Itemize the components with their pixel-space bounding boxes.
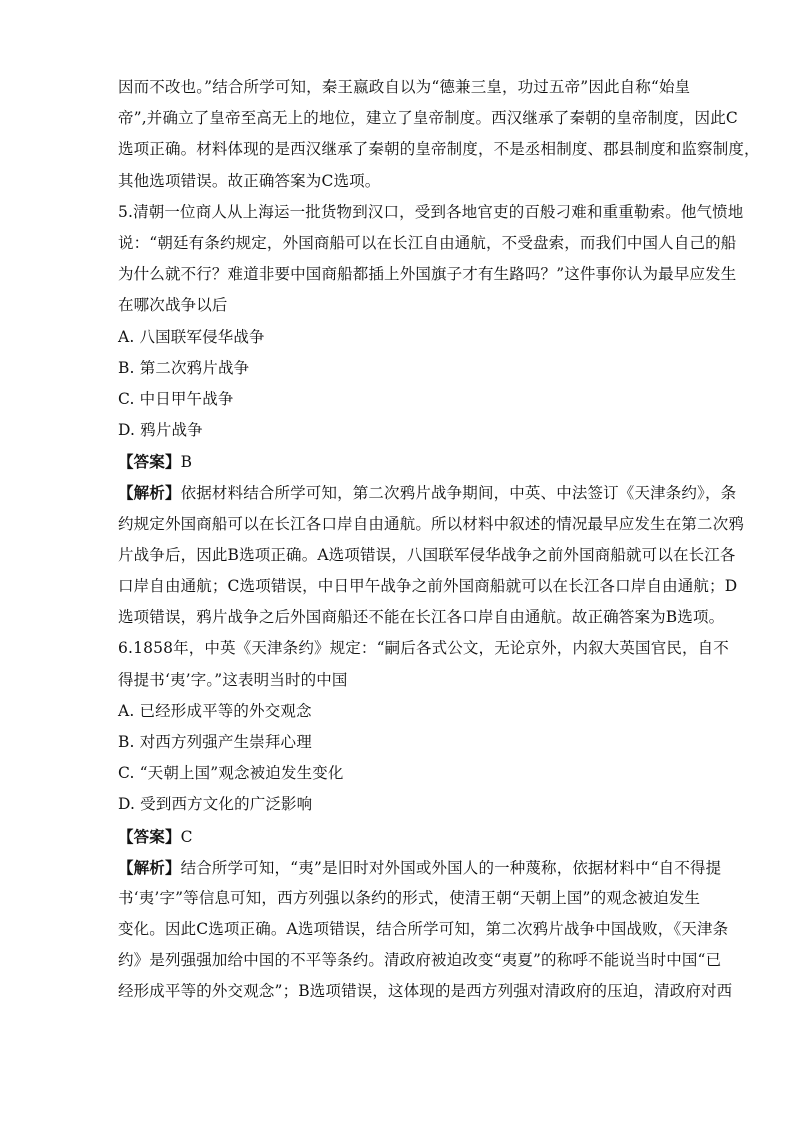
text-line: 选项正确。材料体现的是西汉继承了秦朝的皇帝制度，不是丞相制度、郡县制度和监察制度，	[118, 140, 760, 159]
analysis-line	[118, 477, 737, 508]
question-stem-line: 得提书‘夷’字。”这表明当时的中国	[118, 670, 348, 689]
question-stem-line: 5.清朝一位商人从上海运一批货物到汉口，受到各地官吏的百般刁难和重重勒索。他气愤地	[118, 202, 744, 221]
question-5	[118, 197, 745, 634]
answer-value: B	[180, 453, 193, 472]
answer-line	[118, 446, 678, 477]
text-line: 其他选项错误。故正确答案为C选项。	[118, 171, 381, 190]
analysis-line: 变化。因此C选项正确。A选项错误，结合所学可知，第二次鸦片战争中国战败，《天津条	[118, 920, 729, 939]
answer-value: C	[180, 827, 193, 846]
option-d: D. 鸦片战争	[118, 421, 203, 440]
answer-label: 【答案】	[118, 452, 181, 472]
analysis-line: 书‘夷’字”等信息可知，西方列强以条约的形式，使清王朝“天朝上国”的观念被迫发生	[118, 888, 701, 907]
analysis-line: 约》是列强强加给中国的不平等条约。清政府被迫改变“夷夏”的称呼不能说当时中国“已	[118, 951, 722, 970]
analysis-line: 片战争后，因此B选项正确。A选项错误，八国联军侵华战争之前外国商船就可以在长江各	[118, 545, 736, 564]
option-c: C. 中日甲午战争	[118, 389, 234, 408]
previous-analysis-continuation	[118, 72, 760, 197]
answer-line	[118, 821, 678, 852]
question-stem-line: 在哪次战争以后	[118, 296, 228, 315]
question-stem-line: 说：“朝廷有条约规定，外国商船可以在长江自由通航，不受盘索，而我们中国人自己的船	[118, 233, 737, 252]
analysis-line: 约规定外国商船可以在长江各口岸自由通航。所以材料中叙述的情况最早应发生在第二次鸦	[118, 514, 745, 533]
analysis-line: 经形成平等的外交观念”；B选项错误，这体现的是西方列强对清政府的压迫，清政府对西	[118, 982, 733, 1001]
text-line: 因而不改也。”结合所学可知，秦王嬴政自以为“德兼三皇，功过五帝”因此自称“始皇	[118, 78, 691, 96]
analysis-label: 【解析】	[118, 857, 181, 877]
question-stem-line: 为什么就不行？难道非要中国商船都插上外国旗子才有生路吗？”这件事你认为最早应发生	[118, 265, 737, 284]
option-c: C. “天朝上国”观念被迫发生变化	[118, 764, 344, 783]
question-6	[118, 633, 733, 1007]
option-d: D. 受到西方文化的广泛影响	[118, 795, 313, 814]
analysis-text: 结合所学可知，“夷”是旧时对外国或外国人的一种蔑称，依据材料中“自不得提	[180, 858, 722, 877]
text-line: 帝”,并确立了皇帝至高无上的地位，建立了皇帝制度。西汉继承了秦朝的皇帝制度，因此C	[118, 109, 738, 128]
document-page	[118, 72, 760, 1008]
analysis-text: 依据材料结合所学可知，第二次鸦片战争期间，中英、中法签订《天津条约》，条	[180, 484, 737, 503]
analysis-line	[118, 852, 722, 883]
analysis-label: 【解析】	[118, 483, 181, 503]
option-b: B. 第二次鸦片战争	[118, 358, 250, 377]
answer-label: 【答案】	[118, 826, 181, 846]
analysis-line: 选项错误，鸦片战争之后外国商船还不能在长江各口岸自由通航。故正确答案为B选项。	[118, 608, 725, 627]
analysis-line: 口岸自由通航；C选项错误，中日甲午战争之前外国商船就可以在长江各口岸自由通航；D	[118, 577, 738, 595]
question-stem-line: 6.1858年，中英《天津条约》规定：“嗣后各式公文，无论京外，内叙大英国官民，自不	[118, 639, 729, 658]
option-a: A. 八国联军侵华战争	[118, 327, 265, 346]
option-a: A. 已经形成平等的外交观念	[118, 701, 312, 720]
option-b: B. 对西方列强产生崇拜心理	[118, 732, 312, 751]
